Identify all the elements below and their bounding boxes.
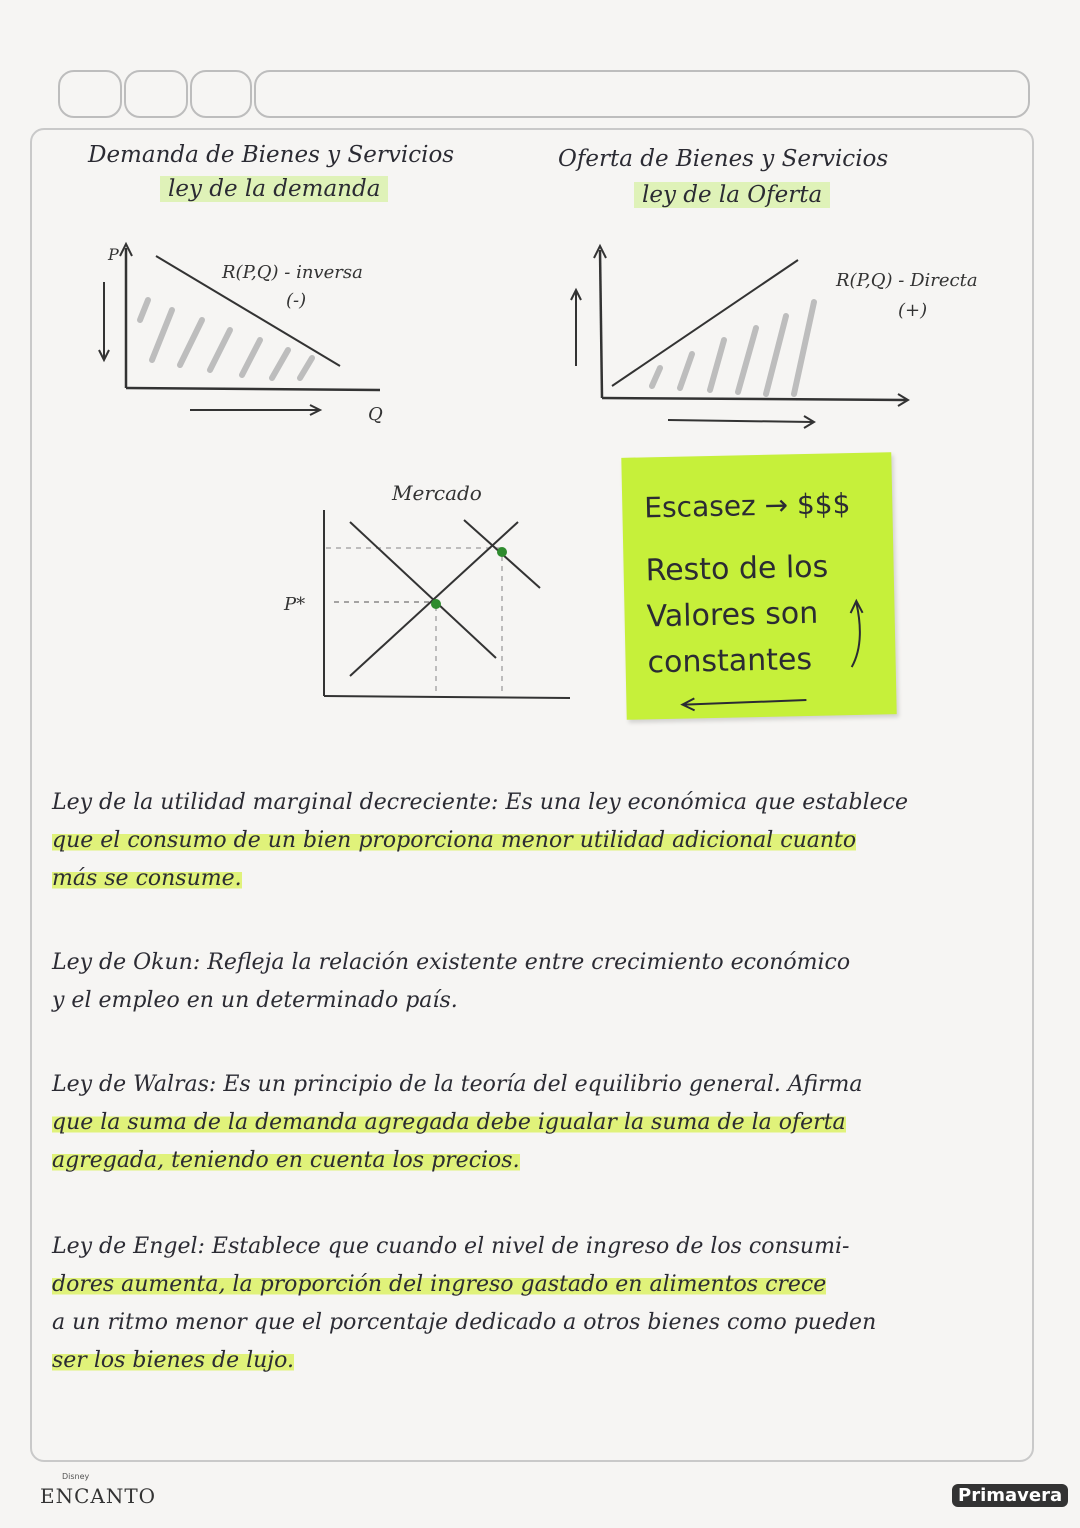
highlighted-text: más se consume. [52, 866, 242, 891]
demand-y-axis-label: P [108, 245, 119, 264]
demand-subtitle-text: ley de la demanda [160, 176, 388, 202]
highlighted-text: ser los bienes de lujo. [52, 1348, 294, 1373]
new-equilibrium-point [497, 547, 507, 557]
supply-subtitle [634, 182, 830, 208]
law-line [52, 1142, 1052, 1180]
law-line [52, 1266, 1052, 1304]
law-line [52, 1342, 1052, 1380]
supply-relation-label: R(P,Q) - Directa [836, 270, 978, 291]
supply-quantity-arrow [668, 420, 812, 422]
highlighted-text: que la suma de la demanda agregada debe igualar la suma de la oferta [52, 1110, 846, 1135]
header-box-3 [190, 70, 252, 118]
demand-sign-label: (-) [286, 290, 307, 311]
sticky-note [621, 452, 896, 720]
sticky-line-1: Escasez → $$$ [643, 487, 851, 525]
demand-relation-label: R(P,Q) - inversa [222, 262, 363, 283]
sticky-line-2: Resto de los [645, 549, 829, 589]
supply-sign-label: (+) [898, 300, 928, 321]
highlighted-text: agregada, teniendo en cuenta los precios. [52, 1148, 520, 1173]
supply-y-axis [600, 250, 602, 398]
sticky-line-4: constantes [647, 641, 813, 681]
demand-x-axis [126, 388, 380, 390]
sticky-arrows [621, 452, 896, 720]
law-okun [52, 944, 1052, 1020]
header-title-box [254, 70, 1030, 118]
sticky-line-3: Valores son [646, 595, 819, 635]
demand-subtitle [160, 176, 388, 202]
law-engel [52, 1228, 1052, 1380]
demand-hatching [140, 300, 312, 378]
header-box-2 [124, 70, 188, 118]
highlighted-text: que el consumo de un bien proporciona menor utilidad adicional cuanto [52, 828, 857, 853]
law-line: y el empleo en un determinado país. [52, 988, 458, 1013]
law-line: Ley de Walras: Es un principio de la teoría del equilibrio general. Afirma [52, 1072, 863, 1097]
market-demand-line [350, 522, 496, 658]
law-line: Ley de Engel: Establece que cuando el nivel de ingreso de los consumi- [52, 1234, 850, 1259]
law-line: Ley de la utilidad marginal decreciente: Es una ley económica que establece [52, 790, 908, 815]
equilibrium-point [431, 599, 441, 609]
brand-primavera: Primavera [952, 1484, 1068, 1507]
supply-subtitle-text: ley de la Oferta [634, 182, 830, 208]
law-line [52, 822, 1052, 860]
supply-diagram [560, 236, 1040, 436]
sticky-left-arrow [684, 700, 806, 705]
demand-x-axis-label: Q [368, 404, 383, 425]
brand-encanto: ENCANTO [40, 1484, 157, 1508]
market-title: Mercado [392, 481, 482, 505]
brand-small: Disney [62, 1472, 90, 1481]
law-line [52, 1104, 1052, 1142]
supply-title: Oferta de Bienes y Servicios [558, 146, 889, 172]
law-utilidad-marginal [52, 784, 1052, 898]
law-line: a un ritmo menor que el porcentaje dedicado a otros bienes como pueden [52, 1310, 877, 1335]
law-walras [52, 1066, 1052, 1180]
demand-title: Demanda de Bienes y Servicios [88, 142, 455, 168]
supply-hatching [652, 302, 814, 394]
supply-x-axis [602, 398, 906, 400]
market-diagram [270, 470, 610, 710]
law-line: Ley de Okun: Refleja la relación existente entre crecimiento económico [52, 950, 851, 975]
header-box-1 [58, 70, 122, 118]
equilibrium-price-label: P* [284, 594, 306, 615]
market-x-axis [324, 696, 570, 698]
demand-diagram [90, 230, 420, 430]
highlighted-text: dores aumenta, la proporción del ingreso gastado en alimentos crece [52, 1272, 827, 1297]
law-line [52, 860, 1052, 898]
